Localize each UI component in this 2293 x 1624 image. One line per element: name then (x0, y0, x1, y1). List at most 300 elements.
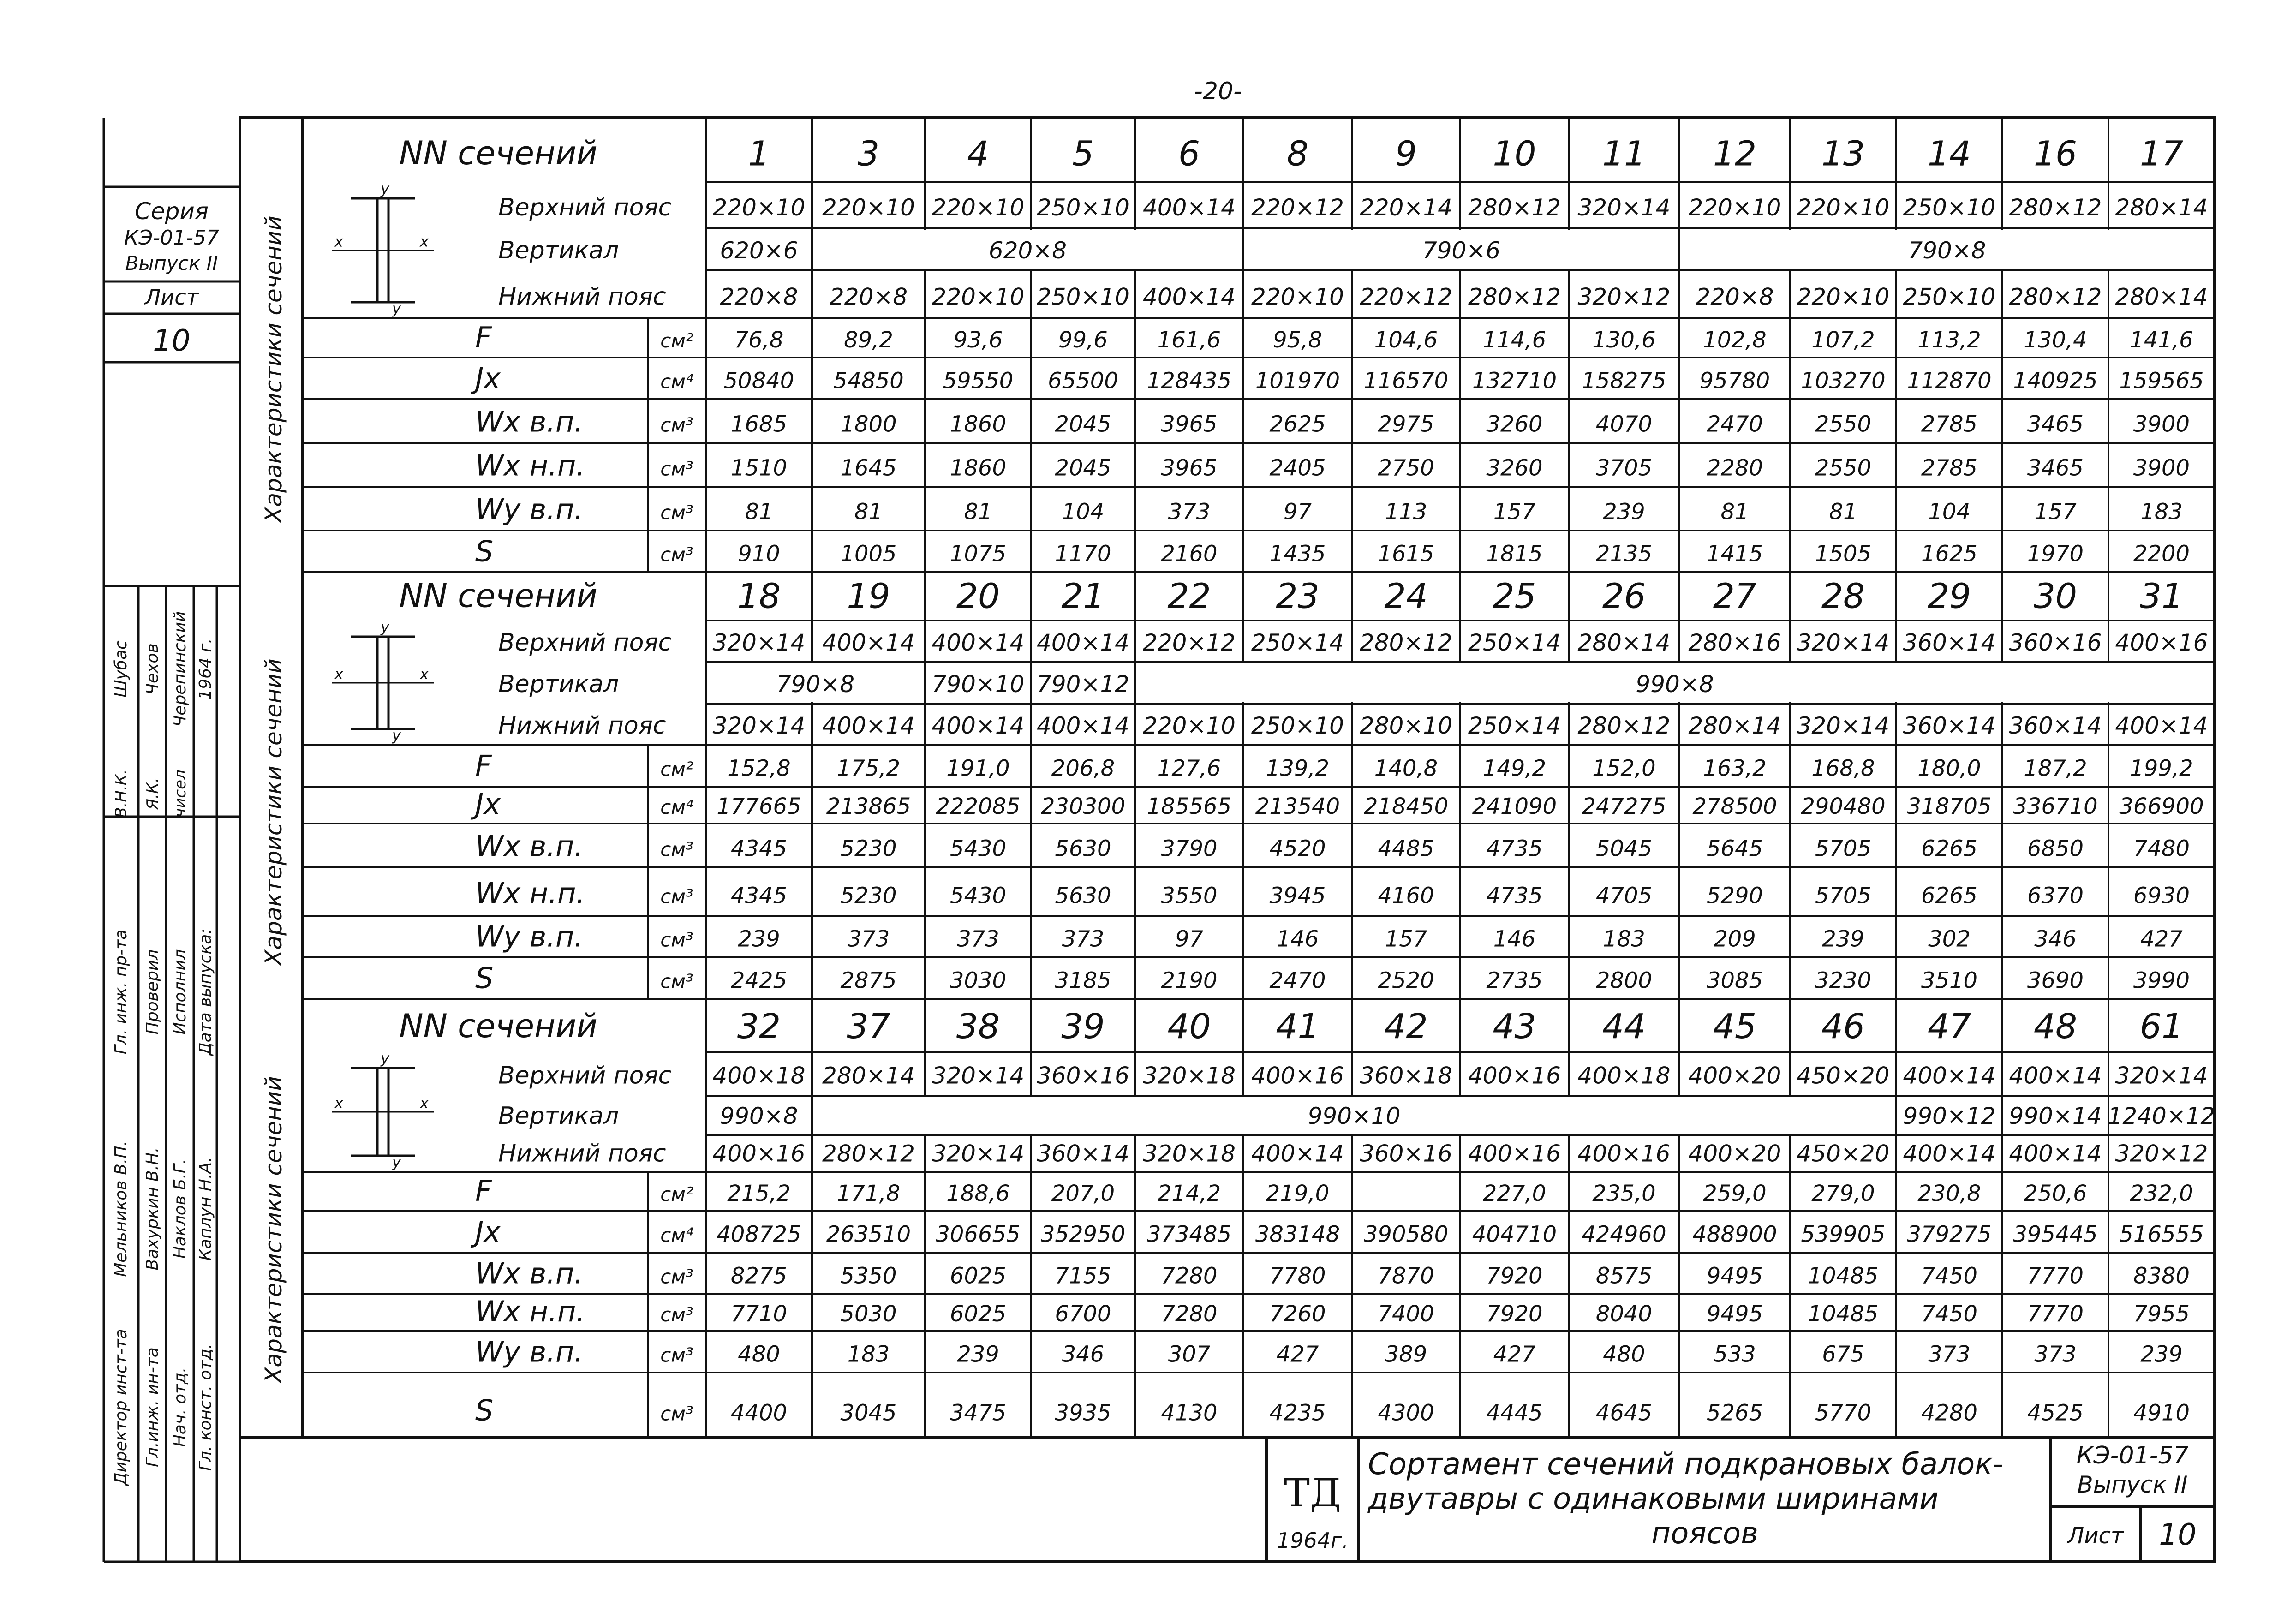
property-value: 910 (738, 541, 780, 567)
bottom-flange-value: 400×16 (1468, 1140, 1561, 1167)
web-label: Вертикал (498, 236, 619, 264)
bottom-flange-value: 320×12 (2115, 1140, 2208, 1167)
property-value: 3030 (949, 967, 1007, 994)
approval-role: Дата выпуска: (196, 928, 215, 1056)
property-value: 6700 (1055, 1301, 1111, 1327)
section-number: 46 (1821, 1007, 1865, 1047)
property-value: 183 (847, 1341, 890, 1367)
property-value: 199,2 (2130, 755, 2193, 782)
property-value: 107,2 (1811, 327, 1875, 353)
property-symbol: S (475, 534, 494, 568)
top-flange-value: 220×12 (1251, 194, 1344, 221)
property-value: 50840 (723, 368, 794, 394)
approval-role: Гл. инж. пр-та (112, 929, 131, 1055)
section-number: 47 (1927, 1007, 1971, 1047)
section-number: 39 (1061, 1007, 1105, 1047)
property-value: 65500 (1048, 368, 1118, 394)
stamp-issue: Выпуск II (125, 252, 218, 275)
property-value: 183 (1603, 926, 1645, 952)
property-value: 516555 (2119, 1221, 2204, 1248)
property-value: 113,2 (1917, 327, 1981, 353)
top-flange-value: 280×14 (1577, 629, 1671, 656)
axis-x-label: x (420, 665, 429, 683)
property-value: 206,8 (1051, 755, 1115, 782)
property-value: 4520 (1269, 836, 1326, 862)
property-value: 2625 (1269, 411, 1326, 437)
web-value: 790×8 (776, 670, 855, 698)
property-value: 302 (1928, 926, 1971, 952)
property-value: 3790 (1161, 836, 1218, 862)
top-flange-value: 400×14 (1143, 194, 1236, 221)
top-flange-value: 220×12 (1143, 629, 1236, 656)
property-value: 3965 (1161, 411, 1218, 437)
property-value: 3690 (2027, 967, 2084, 994)
property-value: 168,8 (1811, 755, 1875, 782)
web-label: Вертикал (498, 670, 619, 698)
title-sheet-number: 10 (2159, 1518, 2197, 1552)
sections-header-label: NN сечений (399, 1007, 597, 1045)
property-value: 139,2 (1266, 755, 1330, 782)
stamp-series-code: КЭ-01-57 (124, 226, 219, 250)
bottom-flange-value: 400×16 (712, 1140, 806, 1167)
property-value: 213540 (1255, 794, 1340, 820)
property-value: 146 (1493, 926, 1536, 952)
property-value: 152,0 (1592, 755, 1656, 782)
bottom-flange-value: 320×12 (1577, 283, 1671, 310)
property-value: 3045 (840, 1400, 897, 1426)
property-value: 146 (1276, 926, 1319, 952)
section-number: 20 (956, 576, 1000, 616)
bottom-flange-value: 280×12 (2009, 283, 2102, 310)
property-value: 4705 (1595, 883, 1653, 909)
property-value: 3705 (1595, 455, 1653, 481)
property-unit: см⁴ (660, 370, 693, 393)
property-value: 152,8 (727, 755, 791, 782)
property-value: 157 (1385, 926, 1427, 952)
top-flange-value: 220×10 (712, 194, 806, 221)
property-unit: см³ (660, 457, 693, 480)
property-value: 161,6 (1157, 327, 1221, 353)
top-flange-value: 220×10 (1688, 194, 1781, 221)
property-value: 395445 (2013, 1221, 2098, 1248)
approval-role: Нач. отд. (171, 1367, 190, 1447)
property-value: 7155 (1055, 1263, 1111, 1289)
top-flange-value: 280×14 (822, 1062, 915, 1089)
bottom-flange-value: 400×14 (1903, 1140, 1996, 1167)
property-value: 1860 (949, 455, 1007, 481)
property-value: 1505 (1815, 541, 1872, 567)
property-value: 180,0 (1917, 755, 1981, 782)
property-value: 3260 (1486, 455, 1543, 481)
property-value: 5705 (1815, 883, 1872, 909)
property-value: 4280 (1921, 1400, 1978, 1426)
section-number: 45 (1713, 1007, 1757, 1047)
property-value: 81 (1720, 499, 1749, 525)
top-flange-value: 320×14 (932, 1062, 1025, 1089)
approval-role: Гл. конст. отд. (196, 1343, 215, 1471)
property-symbol: Wx н.п. (475, 876, 585, 910)
property-value: 104 (1062, 499, 1105, 525)
property-value: 7920 (1486, 1263, 1543, 1289)
property-value: 1815 (1486, 541, 1543, 567)
section-number: 31 (2139, 576, 2184, 616)
property-value: 93,6 (953, 327, 1003, 353)
property-value: 54850 (833, 368, 904, 394)
property-unit: см² (660, 1182, 693, 1206)
approval-grade: чисел (171, 770, 190, 818)
top-flange-value: 280×12 (1468, 194, 1561, 221)
top-flange-value: 400×16 (1251, 1062, 1344, 1089)
property-value: 157 (2034, 499, 2077, 525)
property-value: 290480 (1801, 794, 1886, 820)
section-number: 4 (967, 134, 989, 174)
property-value: 7450 (1921, 1263, 1978, 1289)
title-year: 1964г. (1277, 1528, 1349, 1553)
title-issue: Выпуск II (2077, 1471, 2188, 1498)
property-value: 232,0 (2130, 1180, 2193, 1206)
property-value: 352950 (1040, 1221, 1126, 1248)
property-value: 2200 (2133, 541, 2190, 567)
property-value: 2470 (1706, 411, 1763, 437)
bottom-flange-value: 220×10 (1797, 283, 1890, 310)
bottom-flange-value: 250×14 (1468, 712, 1561, 739)
web-value: 620×6 (720, 237, 798, 264)
property-value: 227,0 (1482, 1180, 1547, 1206)
title-line-3: поясов (1651, 1517, 1758, 1551)
bottom-flange-value: 280×12 (1577, 712, 1671, 739)
stamp-sheet-number: 10 (153, 324, 191, 358)
property-unit: см³ (660, 543, 693, 566)
axis-y-label: y (392, 727, 401, 744)
top-flange-value: 400×18 (712, 1062, 806, 1089)
property-value: 4735 (1486, 883, 1543, 909)
bottom-flange-value: 220×8 (720, 283, 798, 310)
section-number: 43 (1493, 1007, 1536, 1047)
bottom-flange-value: 280×14 (2115, 283, 2208, 310)
bottom-flange-value: 320×14 (932, 1140, 1025, 1167)
section-number: 27 (1713, 576, 1757, 616)
property-value: 373 (847, 926, 890, 952)
property-value: 263510 (826, 1221, 911, 1248)
property-value: 130,4 (2024, 327, 2087, 353)
section-number: 11 (1602, 134, 1646, 174)
property-value: 7480 (2133, 836, 2190, 862)
property-value: 2160 (1161, 541, 1218, 567)
section-number: 32 (737, 1007, 781, 1047)
property-value: 7770 (2027, 1301, 2084, 1327)
property-value: 318705 (1907, 794, 1992, 820)
property-value: 1625 (1921, 541, 1978, 567)
property-value: 132710 (1472, 368, 1557, 394)
group-title-1: Характеристики сечений (260, 215, 287, 523)
property-value: 3935 (1055, 1400, 1111, 1426)
title-line-2: двутавры с одинаковыми ширинами (1368, 1482, 1939, 1516)
section-number: 26 (1602, 576, 1646, 616)
top-flange-value: 250×14 (1468, 629, 1561, 656)
property-symbol: S (475, 961, 494, 995)
property-value: 5230 (840, 836, 897, 862)
bottom-flange-label: Нижний пояс (498, 711, 666, 740)
section-number: 61 (2139, 1007, 2184, 1047)
property-value: 8380 (2133, 1263, 2190, 1289)
top-flange-value: 400×16 (1468, 1062, 1561, 1089)
property-value: 6930 (2133, 883, 2190, 909)
web-value: 620×8 (988, 237, 1067, 264)
property-symbol: F (475, 1174, 492, 1208)
property-value: 346 (2034, 926, 2077, 952)
property-unit: см³ (660, 501, 693, 524)
top-flange-label: Верхний пояс (498, 628, 672, 657)
axis-x-label: x (334, 1094, 343, 1112)
approval-name: Мельников В.П. (112, 1140, 131, 1277)
property-value: 2550 (1815, 455, 1872, 481)
axis-y-label: y (392, 1153, 401, 1171)
property-value: 141,6 (2130, 327, 2193, 353)
property-value: 2045 (1055, 455, 1111, 481)
property-value: 4910 (2133, 1400, 2190, 1426)
property-value: 3260 (1486, 411, 1543, 437)
section-number: 37 (847, 1007, 890, 1047)
property-value: 157 (1493, 499, 1536, 525)
property-value: 1645 (840, 455, 897, 481)
property-value: 1415 (1706, 541, 1763, 567)
property-value: 366900 (2119, 794, 2204, 820)
top-flange-value: 220×10 (1797, 194, 1890, 221)
approval-name: Каплун Н.А. (196, 1157, 215, 1261)
bottom-flange-value: 400×14 (1037, 712, 1129, 739)
section-number: 10 (1493, 134, 1536, 174)
property-value: 250,6 (2024, 1180, 2087, 1206)
bottom-flange-value: 400×14 (1143, 283, 1236, 310)
property-value: 7920 (1486, 1301, 1543, 1327)
property-value: 4525 (2027, 1400, 2084, 1426)
property-unit: см³ (660, 928, 693, 951)
bottom-flange-value: 220×10 (1143, 712, 1236, 739)
property-value: 373 (2034, 1341, 2077, 1367)
approval-role: Исполнил (171, 949, 190, 1035)
property-value: 97 (1175, 926, 1204, 952)
property-unit: см³ (660, 970, 693, 993)
bottom-flange-value: 360×14 (2009, 712, 2102, 739)
bottom-flange-value: 280×12 (1468, 283, 1561, 310)
property-symbol: F (475, 320, 492, 354)
web-value: 790×8 (1908, 237, 1986, 264)
property-value: 279,0 (1811, 1180, 1875, 1206)
property-value: 5030 (840, 1301, 897, 1327)
property-symbol: Wy в.п. (475, 1335, 584, 1369)
property-value: 81 (745, 499, 773, 525)
property-value: 6370 (2027, 883, 2084, 909)
top-flange-value: 400×20 (1688, 1062, 1781, 1089)
section-number: 16 (2033, 134, 2078, 174)
property-value: 488900 (1692, 1221, 1777, 1248)
bottom-flange-label: Нижний пояс (498, 283, 666, 311)
property-value: 213865 (826, 794, 911, 820)
property-value: 215,2 (727, 1180, 791, 1206)
top-flange-value: 320×14 (1577, 194, 1671, 221)
property-value: 3465 (2027, 455, 2084, 481)
property-unit: см⁴ (660, 1224, 693, 1247)
property-value: 10485 (1808, 1301, 1879, 1327)
property-value: 230,8 (1917, 1180, 1981, 1206)
section-number: 42 (1384, 1007, 1428, 1047)
property-value: 209 (1714, 926, 1756, 952)
property-value: 214,2 (1157, 1180, 1221, 1206)
property-value: 3900 (2133, 455, 2190, 481)
bottom-flange-value: 220×8 (829, 283, 908, 310)
property-unit: см³ (660, 1303, 693, 1326)
web-value: 790×10 (932, 670, 1025, 698)
property-value: 10485 (1808, 1263, 1879, 1289)
bottom-flange-value: 360×16 (1360, 1140, 1452, 1167)
bottom-flange-value: 280×14 (1688, 712, 1781, 739)
property-value: 104,6 (1374, 327, 1438, 353)
property-value: 6025 (949, 1301, 1007, 1327)
property-symbol: Wx в.п. (475, 1256, 584, 1290)
sections-header-label: NN сечений (399, 577, 597, 615)
bottom-flange-value: 320×14 (712, 712, 806, 739)
property-value: 427 (2140, 926, 2183, 952)
axis-y-label: y (392, 300, 401, 317)
web-value: 1240×12 (2108, 1103, 2215, 1130)
top-flange-value: 320×14 (1797, 629, 1890, 656)
property-value: 6025 (949, 1263, 1007, 1289)
property-value: 5645 (1706, 836, 1763, 862)
property-value: 1075 (949, 541, 1007, 567)
top-flange-value: 250×10 (1903, 194, 1996, 221)
property-value: 159565 (2119, 368, 2204, 394)
property-value: 4345 (730, 836, 788, 862)
property-symbol: Wy в.п. (475, 492, 584, 526)
approval-name: Вахуркин В.Н. (143, 1147, 162, 1271)
web-value: 990×12 (1903, 1103, 1996, 1130)
property-symbol: Wx н.п. (475, 448, 585, 483)
property-value: 3465 (2027, 411, 2084, 437)
property-value: 7280 (1161, 1301, 1218, 1327)
top-flange-value: 220×10 (822, 194, 915, 221)
top-flange-label: Верхний пояс (498, 1062, 672, 1090)
bottom-flange-value: 250×10 (1037, 283, 1129, 310)
property-value: 101970 (1255, 368, 1340, 394)
property-value: 424960 (1582, 1221, 1666, 1248)
property-value: 241090 (1472, 794, 1557, 820)
property-value: 7780 (1269, 1263, 1326, 1289)
top-flange-value: 360×16 (2009, 629, 2102, 656)
property-value: 3475 (949, 1400, 1007, 1426)
property-unit: см³ (660, 838, 693, 861)
property-value: 81 (854, 499, 883, 525)
bottom-flange-value: 400×14 (2009, 1140, 2102, 1167)
property-value: 5045 (1595, 836, 1653, 862)
property-value: 4445 (1486, 1400, 1543, 1426)
property-value: 3550 (1161, 883, 1218, 909)
property-value: 5705 (1815, 836, 1872, 862)
property-value: 76,8 (734, 327, 784, 353)
axis-x-label: x (420, 1094, 429, 1112)
bottom-flange-value: 220×8 (1696, 283, 1774, 310)
title-line-1: Сортамент сечений подкрановых балок- (1368, 1447, 2003, 1481)
property-value: 4735 (1486, 836, 1543, 862)
section-number: 40 (1167, 1007, 1211, 1047)
property-value: 239 (1822, 926, 1864, 952)
property-value: 336710 (2013, 794, 2098, 820)
property-value: 95,8 (1273, 327, 1322, 353)
property-value: 373 (1062, 926, 1105, 952)
property-value: 140925 (2013, 368, 2098, 394)
property-value: 104 (1928, 499, 1971, 525)
bottom-flange-value: 220×10 (932, 283, 1025, 310)
property-value: 59550 (943, 368, 1014, 394)
property-value: 1510 (730, 455, 788, 481)
section-number: 29 (1927, 576, 1971, 616)
property-value: 373485 (1146, 1221, 1232, 1248)
property-value: 177665 (717, 794, 801, 820)
section-number: 19 (847, 576, 890, 616)
stamp-series-label: Серия (135, 198, 209, 225)
property-value: 3900 (2133, 411, 2190, 437)
group-title-3: Характеристики сечений (260, 1076, 287, 1383)
bottom-flange-value: 250×10 (1251, 712, 1344, 739)
section-number: 44 (1602, 1007, 1646, 1047)
property-value: 4645 (1595, 1400, 1653, 1426)
web-value: 990×8 (720, 1103, 798, 1130)
property-value: 1005 (840, 541, 897, 567)
property-value: 2135 (1595, 541, 1653, 567)
top-flange-value: 280×12 (1360, 629, 1452, 656)
property-value: 102,8 (1703, 327, 1767, 353)
property-value: 158275 (1582, 368, 1666, 394)
axis-x-label: x (334, 233, 343, 251)
approval-signature: Чехов (143, 643, 162, 695)
bottom-flange-value: 400×20 (1688, 1140, 1781, 1167)
property-value: 390580 (1363, 1221, 1449, 1248)
property-value: 1800 (840, 411, 897, 437)
approval-grade: В.Н.К. (112, 769, 131, 818)
property-value: 8040 (1595, 1301, 1653, 1327)
property-value: 171,8 (836, 1180, 901, 1206)
approval-grade: Я.К. (143, 777, 162, 810)
property-value: 3510 (1921, 967, 1978, 994)
property-value: 2750 (1378, 455, 1434, 481)
section-number: 48 (2033, 1007, 2078, 1047)
property-value: 379275 (1907, 1221, 1992, 1248)
bottom-flange-value: 220×10 (1251, 283, 1344, 310)
property-value: 113 (1385, 499, 1427, 525)
property-value: 8275 (730, 1263, 788, 1289)
section-number: 9 (1395, 134, 1417, 174)
web-value: 790×12 (1037, 670, 1129, 698)
property-unit: см³ (660, 885, 693, 908)
bottom-flange-value: 280×10 (1360, 712, 1452, 739)
property-value: 9495 (1706, 1301, 1763, 1327)
property-value: 2045 (1055, 411, 1111, 437)
section-number: 21 (1061, 576, 1105, 616)
property-value: 4235 (1269, 1400, 1326, 1426)
property-value: 112870 (1907, 368, 1992, 394)
property-value: 239 (957, 1341, 999, 1367)
property-value: 4160 (1378, 883, 1434, 909)
property-value: 404710 (1472, 1221, 1557, 1248)
bottom-flange-value: 400×14 (932, 712, 1025, 739)
property-unit: см³ (660, 1402, 693, 1425)
section-number: 30 (2033, 576, 2078, 616)
property-value: 373 (1168, 499, 1211, 525)
top-flange-value: 400×14 (932, 629, 1025, 656)
property-value: 8575 (1595, 1263, 1653, 1289)
property-value: 480 (738, 1341, 780, 1367)
property-value: 2550 (1815, 411, 1872, 437)
property-value: 89,2 (844, 327, 893, 353)
